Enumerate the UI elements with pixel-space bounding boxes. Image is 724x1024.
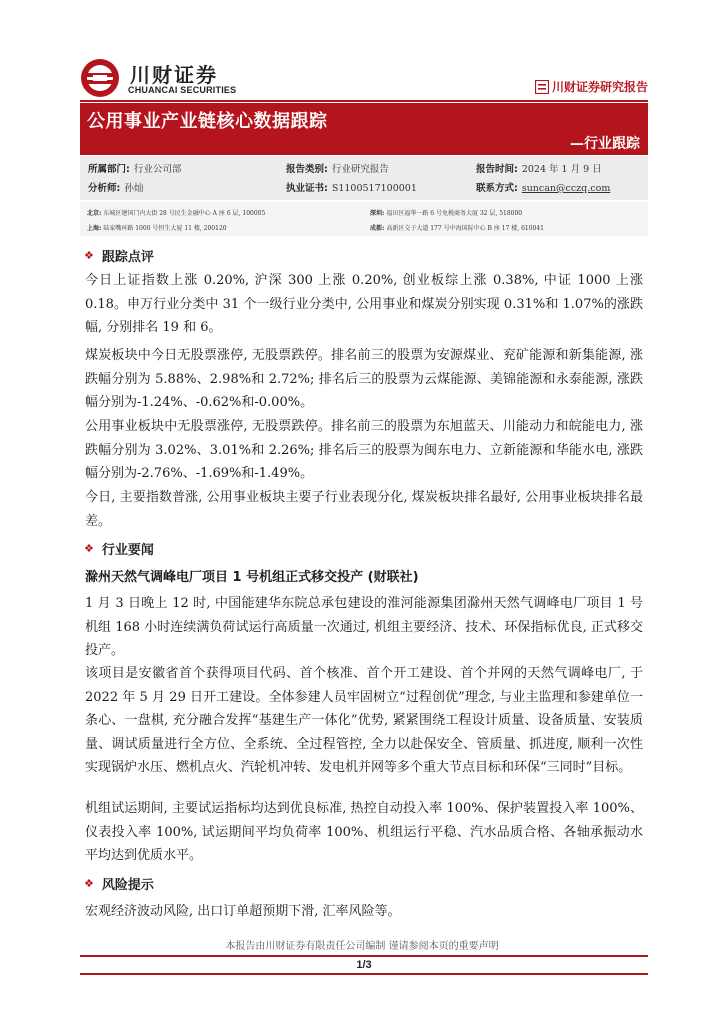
news-paragraph-2: 该项目是安徽省首个获得项目代码、首个核准、首个开工建设、首个并网的天然气调峰电厂, 于 2022 年 5 月 29 日开工建设。全体参建人员牢固树立“过程创优”理念, 与业主监理和参建单位一条心、一盘棋, 充分融合发挥“基建生产一体化”优势, 紧紧围绕工程设计质量、设备质量、安装质量、调试质量进行全方位、全系统、全过程管控, 全力以赴保安全、管质量、抓进度, 顺利一次性实现锅炉水压、燃机点火、汽轮机冲转、发电机并网等多个重大节点目标和环保“三同时”目标。	[85, 666, 643, 775]
news-paragraph-3: 机组试运期间, 主要试运指标均达到优良标准, 热控自动投入率 100%、保护装置投入率 100%、仪表投入率 100%, 试运期间平均负荷率 100%、机组运行平稳、汽水品质合格、各轴承振动水平均达到优质水平。	[85, 801, 643, 863]
address-beijing: 北京: 东城区建国门内大街 28 号民生金融中心 A 座 6 层, 100005	[87, 210, 266, 217]
logo-company-name-en: CHUANCAI SECURITIES	[128, 85, 237, 95]
review-paragraph-2: 煤炭板块中今日无股票涨停, 无股票跌停。排名前三的股票为安源煤业、兖矿能源和新集能源, 涨跌幅分别为 5.88%、2.98%和 2.72%; 排名后三的股票为云煤能源、美锦能源和永泰能源, 涨跌幅分别为-1.24%、-0.62%和-0.00%。	[85, 348, 643, 410]
diamond-bullet-icon: ❖	[84, 877, 94, 890]
research-report-label	[535, 78, 648, 95]
section-review	[84, 246, 154, 265]
diamond-bullet-icon: ❖	[84, 249, 94, 262]
meta-certificate: 执业证书: S1100517100001	[286, 183, 417, 194]
chuancai-logo-icon	[80, 58, 120, 98]
report-subtitle: —行业跟踪	[570, 136, 640, 152]
report-meta	[80, 156, 648, 200]
chuancai-small-logo-icon	[535, 80, 549, 94]
office-addresses	[80, 202, 648, 236]
review-paragraph-3: 公用事业板块中无股票涨停, 无股票跌停。排名前三的股票为东旭蓝天、川能动力和皖能电力, 涨跌幅分别为 3.02%、3.01%和 2.26%; 排名后三的股票为闽东电力、立新能源和华能水电, 涨跌幅分别为-2.76%、-1.69%和-1.49%。	[85, 419, 643, 481]
section-news-title: 行业要闻	[101, 543, 154, 558]
section-news	[84, 539, 154, 558]
section-risk-title: 风险提示	[101, 878, 154, 893]
meta-contact: 联系方式: suncan@cczq.com	[476, 183, 611, 194]
review-paragraph-4: 今日, 主要指数普涨, 公用事业板块主要子行业表现分化, 煤炭板块排名最好, 公用事业板块排名最差。	[85, 490, 643, 529]
meta-row-2	[88, 180, 644, 198]
section-review-title: 跟踪点评	[101, 250, 154, 265]
meta-report-time: 报告时间: 2024 年 1 月 9 日	[476, 164, 602, 175]
report-title: 公用事业产业链核心数据跟踪	[87, 111, 328, 132]
address-shenzhen: 深圳: 福田区福华一路 6 号免税商务大厦 32 层, 518000	[370, 210, 523, 217]
diamond-bullet-icon: ❖	[84, 542, 94, 555]
report-header	[80, 56, 648, 98]
meta-report-type: 报告类别: 行业研究报告	[286, 164, 389, 175]
meta-analyst: 分析师: 孙灿	[88, 183, 144, 194]
footer-disclaimer: 本报告由川财证券有限责任公司编制 谨请参阅本页的重要声明	[225, 941, 499, 952]
header-divider	[80, 100, 648, 102]
research-report-text: 川财证券研究报告	[551, 80, 648, 94]
address-shanghai: 上海: 陆家嘴环路 1000 号恒生大厦 11 楼, 200120	[87, 225, 227, 232]
title-banner	[80, 103, 648, 155]
risk-paragraph: 宏观经济波动风险, 出口订单超预期下滑, 汇率风险等。	[85, 904, 401, 919]
logo-company-name: 川财证券	[130, 63, 218, 87]
news-paragraph-1: 1 月 3 日晚上 12 时, 中国能建华东院总承包建设的淮河能源集团滁州天然气调峰电厂项目 1 号机组 168 小时连续满负荷试运行高质量一次通过, 机组主要经济、技术、环保指标优良, 正式移交投产。	[85, 596, 643, 658]
news-headline: 滁州天然气调峰电厂项目 1 号机组正式移交投产 (财联社)	[85, 570, 419, 585]
address-chengdu: 成都: 高新区交子大道 177 号中海国际中心 B 座 17 楼, 610041	[370, 225, 544, 232]
section-risk	[84, 874, 154, 893]
page-number: 1/3	[80, 955, 648, 975]
meta-dept: 所属部门: 行业公司部	[88, 164, 182, 175]
meta-row-1	[88, 161, 644, 179]
review-paragraph-1: 今日上证指数上涨 0.20%, 沪深 300 上涨 0.20%, 创业板综上涨 0.38%, 中证 1000 上涨 0.18。申万行业分类中 31 个一级行业分类中, 公用事业和煤炭分别实现 0.31%和 1.07%的涨跌幅, 分别排名 19 和 6。	[85, 273, 643, 335]
